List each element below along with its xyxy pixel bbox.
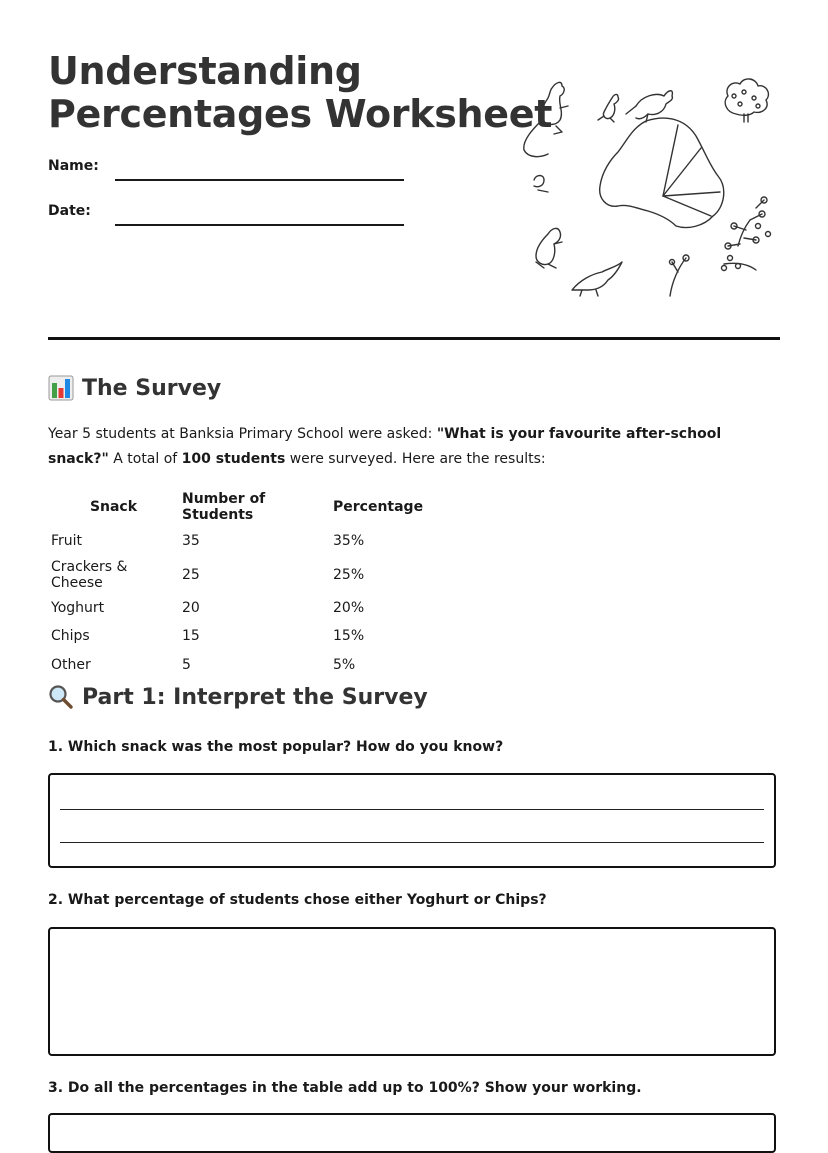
table-cell-number: 25	[182, 566, 200, 583]
table-header-row	[48, 488, 426, 527]
australia-pie-illustration	[518, 68, 778, 300]
name-label: Name:	[48, 158, 99, 174]
kangaroo-icon	[524, 82, 568, 156]
date-line[interactable]	[115, 224, 404, 226]
table-row	[48, 651, 426, 680]
echidna-icon	[534, 176, 548, 193]
table-row	[48, 556, 426, 594]
table-row	[48, 622, 426, 651]
sitting-kangaroo-icon	[536, 228, 562, 268]
answer-box-3[interactable]	[48, 1113, 776, 1153]
table-cell-snack: Other	[51, 657, 91, 674]
intro-text-3: were surveyed. Here are the results:	[285, 451, 546, 467]
table-cell-snack: Crackers & Cheese	[51, 558, 128, 591]
small-kangaroo-icon	[598, 94, 619, 122]
leaping-kangaroo-icon	[626, 91, 672, 122]
gum-flower-branch-icon	[725, 197, 771, 249]
intro-question: "What is your favourite after-school snack?"	[48, 426, 722, 467]
question-1: 1. Which snack was the most popular? How do you know?	[48, 739, 504, 755]
table-cell-snack: Yoghurt	[51, 599, 105, 616]
table-cell-snack: Chips	[51, 628, 90, 645]
platypus-icon	[572, 262, 622, 296]
table-header-percentage: Percentage	[333, 499, 424, 515]
bar-chart-icon	[48, 375, 74, 401]
intro-text-2: A total of	[108, 451, 182, 467]
table-cell-percentage: 25%	[333, 566, 365, 583]
table-cell-number: 5	[182, 657, 191, 674]
worksheet-title	[48, 50, 552, 136]
answer-box-1[interactable]	[48, 773, 776, 868]
table-cell-number: 35	[182, 533, 200, 550]
table-header-snack: Snack	[89, 499, 138, 515]
table-row	[48, 594, 426, 623]
survey-heading-text: The Survey	[82, 375, 222, 401]
survey-intro	[48, 422, 780, 472]
answer-line	[60, 842, 764, 843]
banksia-flower-icon	[670, 255, 690, 296]
date-label: Date:	[48, 203, 91, 219]
table-cell-snack: Fruit	[51, 533, 83, 550]
part1-heading-text: Part 1: Interpret the Survey	[82, 684, 428, 710]
question-3: 3. Do all the percentages in the table add up to 100%? Show your working.	[48, 1080, 642, 1096]
date-field[interactable]	[48, 195, 408, 225]
table-row	[48, 527, 426, 556]
tree-icon	[725, 79, 768, 122]
table-cell-number: 20	[182, 599, 200, 616]
title-line-2: Percentages Worksheet	[48, 92, 553, 136]
survey-heading	[48, 375, 221, 401]
table-cell-number: 15	[182, 628, 200, 645]
survey-table	[48, 488, 426, 679]
question-2: 2. What percentage of students chose either Yoghurt or Chips?	[48, 892, 547, 908]
table-header-number: Number of Students	[182, 491, 266, 523]
branch-icon	[722, 256, 757, 271]
part1-heading	[48, 684, 428, 710]
table-cell-percentage: 15%	[333, 628, 365, 645]
name-line[interactable]	[115, 179, 404, 181]
intro-total: 100 students	[181, 451, 286, 467]
intro-text-1: Year 5 students at Banksia Primary School were asked:	[48, 426, 437, 442]
header-divider	[48, 337, 780, 340]
worksheet-header	[48, 50, 780, 300]
table-cell-percentage: 5%	[333, 657, 356, 674]
table-cell-percentage: 20%	[333, 599, 365, 616]
australia-pie-chart-icon	[600, 118, 724, 227]
answer-box-2[interactable]	[48, 927, 776, 1056]
answer-line	[60, 809, 764, 810]
name-field[interactable]	[48, 150, 408, 180]
table-cell-percentage: 35%	[333, 533, 365, 550]
title-line-1: Understanding	[48, 49, 362, 93]
magnifying-glass-icon	[48, 684, 74, 710]
